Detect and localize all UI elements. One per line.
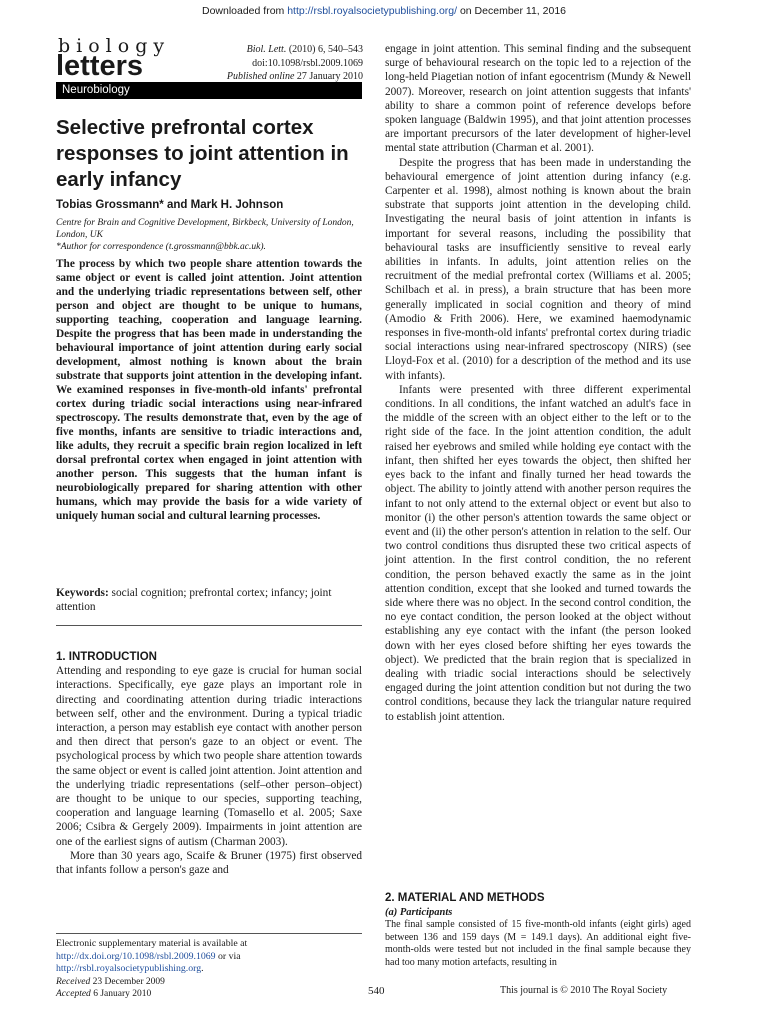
intro-paragraph-2: More than 30 years ago, Scaife & Bruner (1975) first observed that infants follow a person's gaze and [56,849,362,877]
dates-block [56,976,165,1000]
published-label: Published online [226,71,295,82]
abstract: The process by which two people share attention towards the same object or event is called joint attention. Joint attention and the underlying triadic representations between self, other person and object are thought to be unique to humans, supporting teaching, cooperation and language learning. Despite the progress that has been made in understanding the behavioural importance of joint attention during early social development, almost nothing is known about the brain substrate that supports joint attention in the developing infant. We examined responses in five-month-old infants' prefrontal cortex during triadic social interactions using near-infrared spectroscopy. The results demonstrate that, even by the age of five months, infants are sensitive to triadic interactions and, like adults, they recruit a specific brain region localized in left dorsal prefrontal cortex when engaged in joint attention with another person. This suggests that the human infant is neurobiologically prepared for sharing attention with other humans, which may provide the basis for a wide variety of uniquely human social and cultural learning processes. [56,258,362,522]
intro-paragraph-1: Attending and responding to eye gaze is crucial for human social interactions. Specifically, eye gaze plays an important role in directing and coordinating attention during triadic interactions between self, other and the environment. During a typical triadic interaction, a person may establish eye contact with another person and then direct that person's gaze to an object or event. The psychological process by which two people share attention towards the same object or event is called joint attention. Joint attention and the underlying triadic representations (self–other person–object) are thought to be unique to our species, supporting teaching, cooperation and language learning (Tomasello et al. 2005; Saxe 2006; Csibra & Gergely 2009). Impairments in joint attention are one of the earliest signs of autism (Charman 2003). [56,665,362,848]
citation-journal: Biol. Lett. [246,44,287,55]
published-line [215,70,363,84]
copyright: This journal is © 2010 The Royal Society [500,985,668,996]
accepted-date: 6 January 2010 [90,989,152,999]
affiliation-block [56,217,366,253]
download-notice [0,5,768,17]
esm-site-link[interactable]: http://rsbl.royalsocietypublishing.org [56,963,202,974]
methods-heading: 2. MATERIAL AND METHODS [385,892,545,904]
keywords-list: social cognition; prefrontal cortex; infancy; joint attention [56,587,332,613]
supplementary-note [56,938,362,976]
keywords [56,586,362,614]
section-label: Neurobiology [56,82,362,99]
intro-heading: 1. INTRODUCTION [56,651,157,663]
journal-logo-letters: letters [56,50,144,82]
esm-divider [56,933,362,934]
citation-line [215,43,363,57]
participants-subheading: (a) Participants [385,907,453,918]
doi: doi:10.1098/rsbl.2009.1069 [252,57,363,69]
participants-text: The final sample consisted of 15 five-month-old infants (eight girls) aged between 136 and 159 days (M = 149.1 days). An additional eight five-month-olds were tested but not included in the final sample because they had too many motion artefacts, resulting in [385,919,691,968]
esm-mid: or via [215,950,241,962]
received-date: 23 December 2009 [90,977,165,987]
page-number: 540 [368,985,385,997]
esm-doi-link[interactable]: http://dx.doi.org/10.1098/rsbl.2009.1069 [56,950,216,962]
journal-logo-biology: biology [58,35,171,57]
received-line [56,976,165,988]
published-date: 27 January 2010 [294,71,363,82]
article-title: Selective prefrontal cortex responses to joint attention in early infancy [56,116,349,191]
intro-right-column [385,42,691,724]
article-authors: Tobias Grossmann* and Mark H. Johnson [56,199,284,211]
received-label: Received [56,977,91,987]
keywords-label: Keywords: [56,587,109,599]
esm-prefix: Electronic supplementary material is available at [56,938,248,949]
citation-block [215,43,363,84]
accepted-label: Accepted [56,989,91,999]
intro-left-column [56,650,362,877]
accepted-line [56,988,165,1000]
affiliation: Centre for Brain and Cognitive Development, Birkbeck, University of London, London, UK [56,218,354,240]
download-suffix: on December 11, 2016 [457,5,567,17]
citation-volume: (2010) 6, 540–543 [286,44,363,55]
section-divider [56,625,362,626]
download-prefix: Downloaded from [201,5,288,17]
esm-suffix: . [201,963,204,974]
download-link[interactable]: http://rsbl.royalsocietypublishing.org/ [287,5,458,17]
correspondence: *Author for correspondence (t.grossmann@bbk.ac.uk). [56,242,266,252]
intro-right-paragraph-3: Infants were presented with three different experimental conditions. In all conditions, the infant watched an adult's face in the middle of the screen with an object either to the left or to the right side of the face. In the joint attention condition, the adult raised her eyebrows and smiled while holding eye contact with the infant, then shifted her eyes towards the object, then shifted her eyes back to the infant and finally turned her head towards the object. The ability to jointly attend with another person requires the infant to not only attend to the external object or event but also to monitor (i) the other person's attention towards the same object or event and (ii) the other person's attention in relation to the self. Our two control conditions thus disrupted these two critical aspects of joint attention. In the first control condition, the no referent condition, the person behaved exactly the same as in the joint attention condition, except that she looked and turned towards the side where there was no object. In the second control condition, the no eye contact condition, the person looked at the object without establishing any eye contact with the infant (the person looked down with her eyes closed before shifting her eyes towards the object). We predicted that the brain region that is specialized in dealing with triadic social interactions should be selectively engaged during the joint attention condition but not during the two control conditions, because they lack the triangular nature required to establish joint attention. [385,383,691,723]
intro-right-paragraph-1: engage in joint attention. This seminal finding and the subsequent surge of behavioural research on the topic led to a rejection of the long-held Piagetian notion of infant egocentrism (Mundy & Newell 2007). Moreover, research on joint attention suggests that infants' ability to share a common point of reference develops before spoken language (Baldwin 1995), and that joint attention processes are important precursors of the later development of higher-level mental state attribution (Charman et al. 2001). [385,43,691,155]
intro-right-paragraph-2: Despite the progress that has been made in understanding the behavioural emergence of joint attention during infancy (e.g. Carpenter et al. 1998), almost nothing is known about the brain substrate that supports joint attention in the developing child. Investigating the neural basis of joint attention in infants is important for several reasons, including the possibility that behavioural tasks are insufficiently sensitive to reveal early abilities in infants. In adults, joint attention relies on the recruitment of the medial prefrontal cortex (Williams et al. 2005; Schilbach et al. in press), a brain structure that has been more generally implicated in social cognition and theory of mind (Amodio & Frith 2006). Here, we examined haemodynamic responses in five-month-old infants' prefrontal cortex during triadic social interactions using near-infrared spectroscopy (NIRS) (see Lloyd-Fox et al. (2010) for a description of the method and its use with infants). [385,156,691,382]
